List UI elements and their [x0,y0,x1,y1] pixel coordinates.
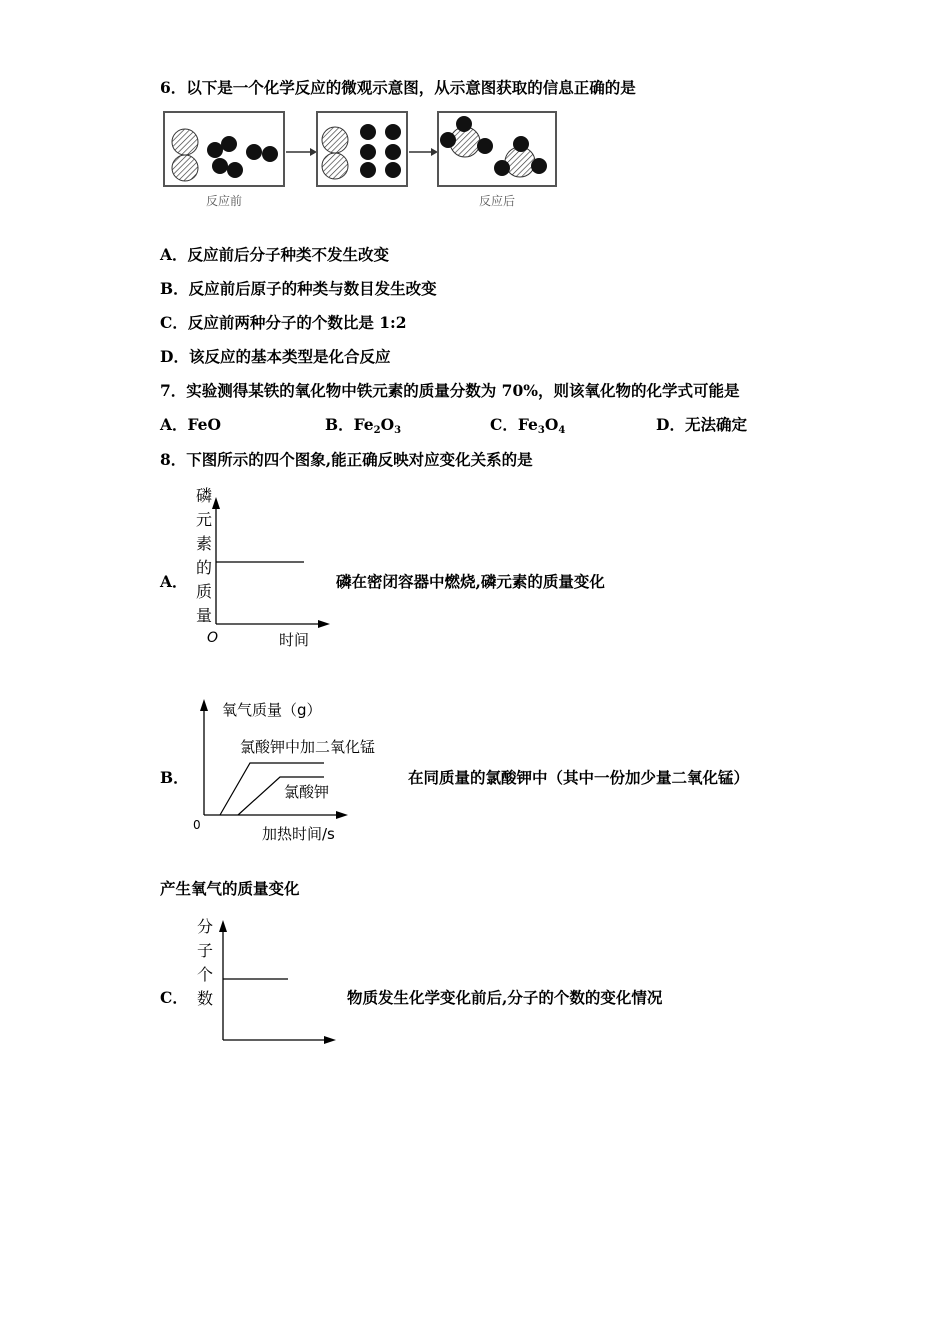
q8b-desc-cont: 产生氧气的质量变化 [160,879,300,898]
q8-stem: 8．下图所示的四个图象,能正确反映对应变化关系的是 [160,450,533,469]
after-label: 反应后 [478,194,516,208]
q8b-letter: B． [160,768,189,787]
q6-option-b: B．反应前后原子的种类与数目发生改变 [160,279,437,298]
q7-option-c: C．$Fe_3O_4$ [490,415,566,436]
arrow-icon [431,148,438,156]
q8b-origin: 0 [193,818,201,832]
x-axis-arrow-icon [336,811,348,819]
q8a-desc: 磷在密闭容器中燃烧,磷元素的质量变化 [336,572,605,591]
q8c-letter: C． [160,988,188,1007]
q8a-ylabel [196,486,212,625]
svg-text:分: 分 [197,917,214,936]
q6-option-c: C．反应前两种分子的个数比是 1:2 [160,313,407,332]
q8b-xlabel: 加热时间/s [262,825,335,843]
svg-text:量: 量 [196,606,213,625]
q7-option-d: D．无法确定 [656,415,747,434]
q8a-xlabel: 时间 [279,631,310,649]
y-axis-arrow-icon [219,920,227,932]
q6-stem: 6．以下是一个化学反应的微观示意图，从示意图获取的信息正确的是 [160,78,636,97]
y-axis-arrow-icon [212,497,220,509]
x-axis-arrow-icon [324,1036,336,1044]
q8a-origin: O [207,630,219,646]
svg-text:的: 的 [196,558,213,577]
svg-text:质: 质 [196,582,213,601]
q6-reaction-diagram [160,108,560,212]
q8b-series1-label: 氯酸钾中加二氧化锰 [240,738,376,756]
svg-text:磷: 磷 [196,486,213,505]
svg-text:元: 元 [196,510,213,529]
before-label: 反应前 [205,194,243,208]
q8b-graph [188,693,408,845]
svg-text:个: 个 [197,965,214,984]
q7-stem: 7．实验测得某铁的氧化物中铁元素的质量分数为 70%，则该氧化物的化学式可能是 [160,381,740,400]
q8b-series2-label: 氯酸钾 [284,783,330,801]
q8c-ylabel [197,917,213,1008]
svg-text:子: 子 [197,941,214,960]
arrow-icon [310,148,317,156]
q8b-ylabel: 氧气质量（g） [222,701,322,719]
q6-option-a: A．反应前后分子种类不发生改变 [160,245,390,264]
svg-text:数: 数 [197,989,214,1008]
x-axis-arrow-icon [318,620,330,628]
q7-option-b: B．$Fe_2O_3$ [325,415,402,436]
q7-option-a: A．FeO [160,415,222,434]
q8b-desc: 在同质量的氯酸钾中（其中一份加少量二氧化锰） [408,768,750,787]
q8a-graph [188,485,338,655]
q8c-graph [188,912,348,1050]
svg-text:素: 素 [196,534,213,553]
q8a-letter: A． [160,572,188,591]
q6-option-d: D．该反应的基本类型是化合反应 [160,347,391,366]
q8c-desc: 物质发生化学变化前后,分子的个数的变化情况 [347,988,663,1007]
y-axis-arrow-icon [200,699,208,711]
